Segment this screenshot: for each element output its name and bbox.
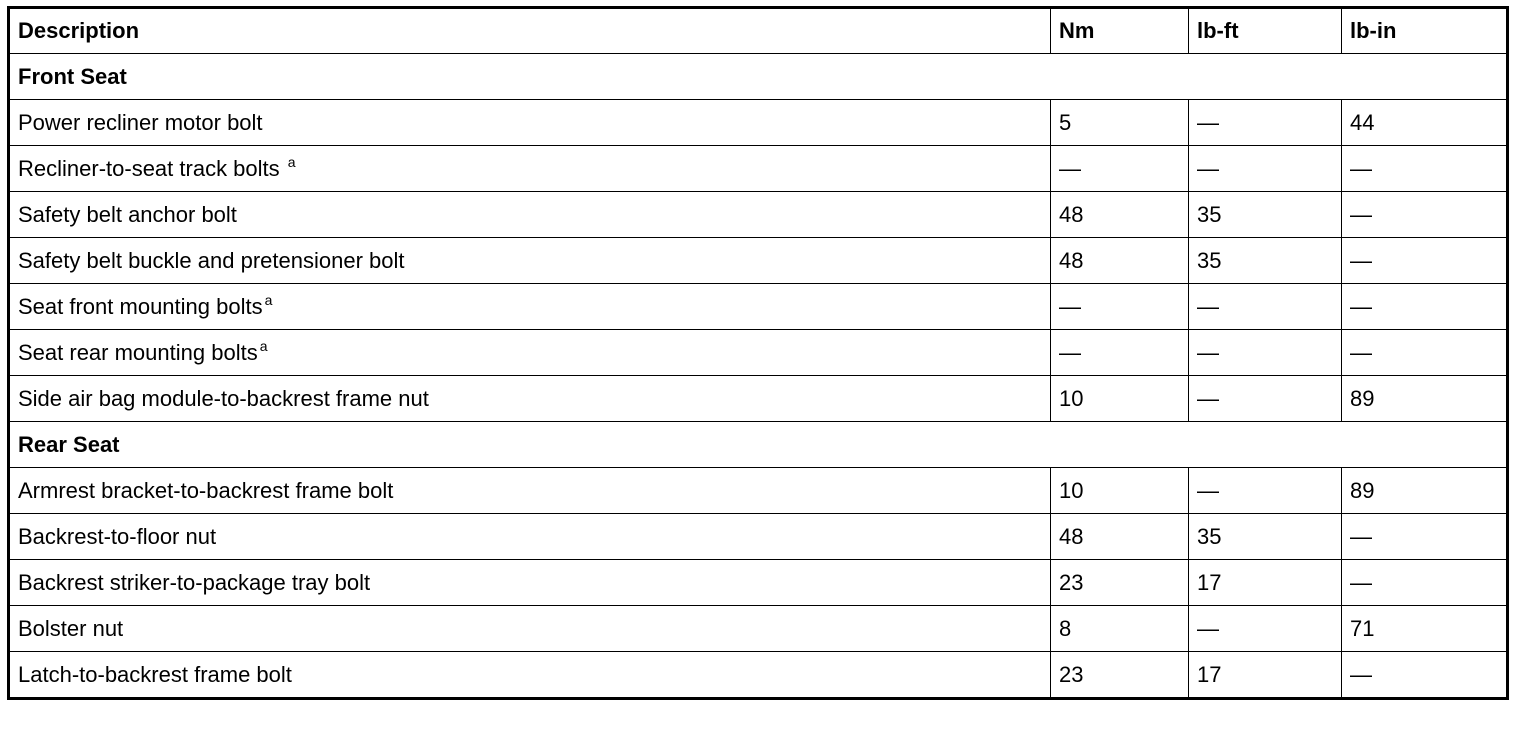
header-nm: Nm — [1051, 8, 1189, 54]
footnote-marker: a — [287, 153, 296, 170]
cell-lb-in: — — [1342, 514, 1508, 560]
cell-lb-ft: 17 — [1189, 652, 1342, 699]
cell-lb-ft: — — [1189, 606, 1342, 652]
cell-description — [9, 100, 1051, 146]
description-text: Recliner-to-seat track bolts — [18, 155, 286, 181]
description-text: Backrest-to-floor nut — [18, 523, 217, 549]
cell-lb-in: — — [1342, 330, 1508, 376]
description-text: Latch-to-backrest frame bolt — [18, 661, 292, 687]
cell-nm: 10 — [1051, 468, 1189, 514]
header-description: Description — [9, 8, 1051, 54]
cell-lb-in: — — [1342, 560, 1508, 606]
table-row — [9, 100, 1508, 146]
cell-description — [9, 238, 1051, 284]
cell-description — [9, 330, 1051, 376]
header-lb-in: lb-in — [1342, 8, 1508, 54]
cell-nm: — — [1051, 146, 1189, 192]
table-row — [9, 238, 1508, 284]
table-row — [9, 560, 1508, 606]
table-row — [9, 330, 1508, 376]
cell-lb-ft: — — [1189, 330, 1342, 376]
cell-description — [9, 146, 1051, 192]
cell-nm: — — [1051, 330, 1189, 376]
cell-lb-ft: 35 — [1189, 238, 1342, 284]
cell-lb-in: 44 — [1342, 100, 1508, 146]
description-text: Seat rear mounting bolts — [18, 339, 258, 365]
table-row — [9, 468, 1508, 514]
cell-lb-ft: 35 — [1189, 192, 1342, 238]
cell-nm: 48 — [1051, 238, 1189, 284]
cell-description — [9, 560, 1051, 606]
cell-lb-in: — — [1342, 652, 1508, 699]
table-row — [9, 514, 1508, 560]
table-row — [9, 606, 1508, 652]
cell-lb-ft: — — [1189, 146, 1342, 192]
cell-description — [9, 514, 1051, 560]
table-row — [9, 146, 1508, 192]
cell-nm: 48 — [1051, 192, 1189, 238]
footnote-marker: a — [264, 291, 273, 308]
cell-nm: 48 — [1051, 514, 1189, 560]
table-row — [9, 192, 1508, 238]
section-row — [9, 422, 1508, 468]
cell-lb-in: 71 — [1342, 606, 1508, 652]
section-title: Rear Seat — [9, 422, 1508, 468]
cell-lb-ft: — — [1189, 468, 1342, 514]
table-body — [9, 54, 1508, 699]
cell-nm: 10 — [1051, 376, 1189, 422]
cell-nm: — — [1051, 284, 1189, 330]
cell-lb-ft: 35 — [1189, 514, 1342, 560]
cell-lb-in: — — [1342, 192, 1508, 238]
cell-lb-ft: — — [1189, 100, 1342, 146]
description-text: Safety belt buckle and pretensioner bolt — [18, 247, 405, 273]
section-title: Front Seat — [9, 54, 1508, 100]
description-text: Bolster nut — [18, 615, 124, 641]
description-text: Power recliner motor bolt — [18, 109, 263, 135]
cell-description — [9, 652, 1051, 699]
cell-nm: 23 — [1051, 652, 1189, 699]
cell-lb-in: 89 — [1342, 468, 1508, 514]
cell-nm: 23 — [1051, 560, 1189, 606]
cell-nm: 5 — [1051, 100, 1189, 146]
description-text: Armrest bracket-to-backrest frame bolt — [18, 477, 394, 503]
cell-description — [9, 376, 1051, 422]
description-text: Safety belt anchor bolt — [18, 201, 237, 227]
table-row — [9, 652, 1508, 699]
cell-lb-ft: — — [1189, 284, 1342, 330]
cell-lb-in: — — [1342, 238, 1508, 284]
description-text: Seat front mounting bolts — [18, 293, 263, 319]
torque-spec-table — [7, 6, 1509, 700]
footnote-marker: a — [259, 337, 268, 354]
cell-lb-ft: 17 — [1189, 560, 1342, 606]
section-row — [9, 54, 1508, 100]
cell-description — [9, 284, 1051, 330]
header-row — [9, 8, 1508, 54]
table-row — [9, 376, 1508, 422]
cell-description — [9, 606, 1051, 652]
cell-nm: 8 — [1051, 606, 1189, 652]
table-row — [9, 284, 1508, 330]
cell-lb-in: — — [1342, 284, 1508, 330]
cell-lb-in: 89 — [1342, 376, 1508, 422]
description-text: Backrest striker-to-package tray bolt — [18, 569, 371, 595]
cell-description — [9, 192, 1051, 238]
cell-lb-ft: — — [1189, 376, 1342, 422]
cell-lb-in: — — [1342, 146, 1508, 192]
header-lb-ft: lb-ft — [1189, 8, 1342, 54]
cell-description — [9, 468, 1051, 514]
description-text: Side air bag module-to-backrest frame nut — [18, 385, 429, 411]
